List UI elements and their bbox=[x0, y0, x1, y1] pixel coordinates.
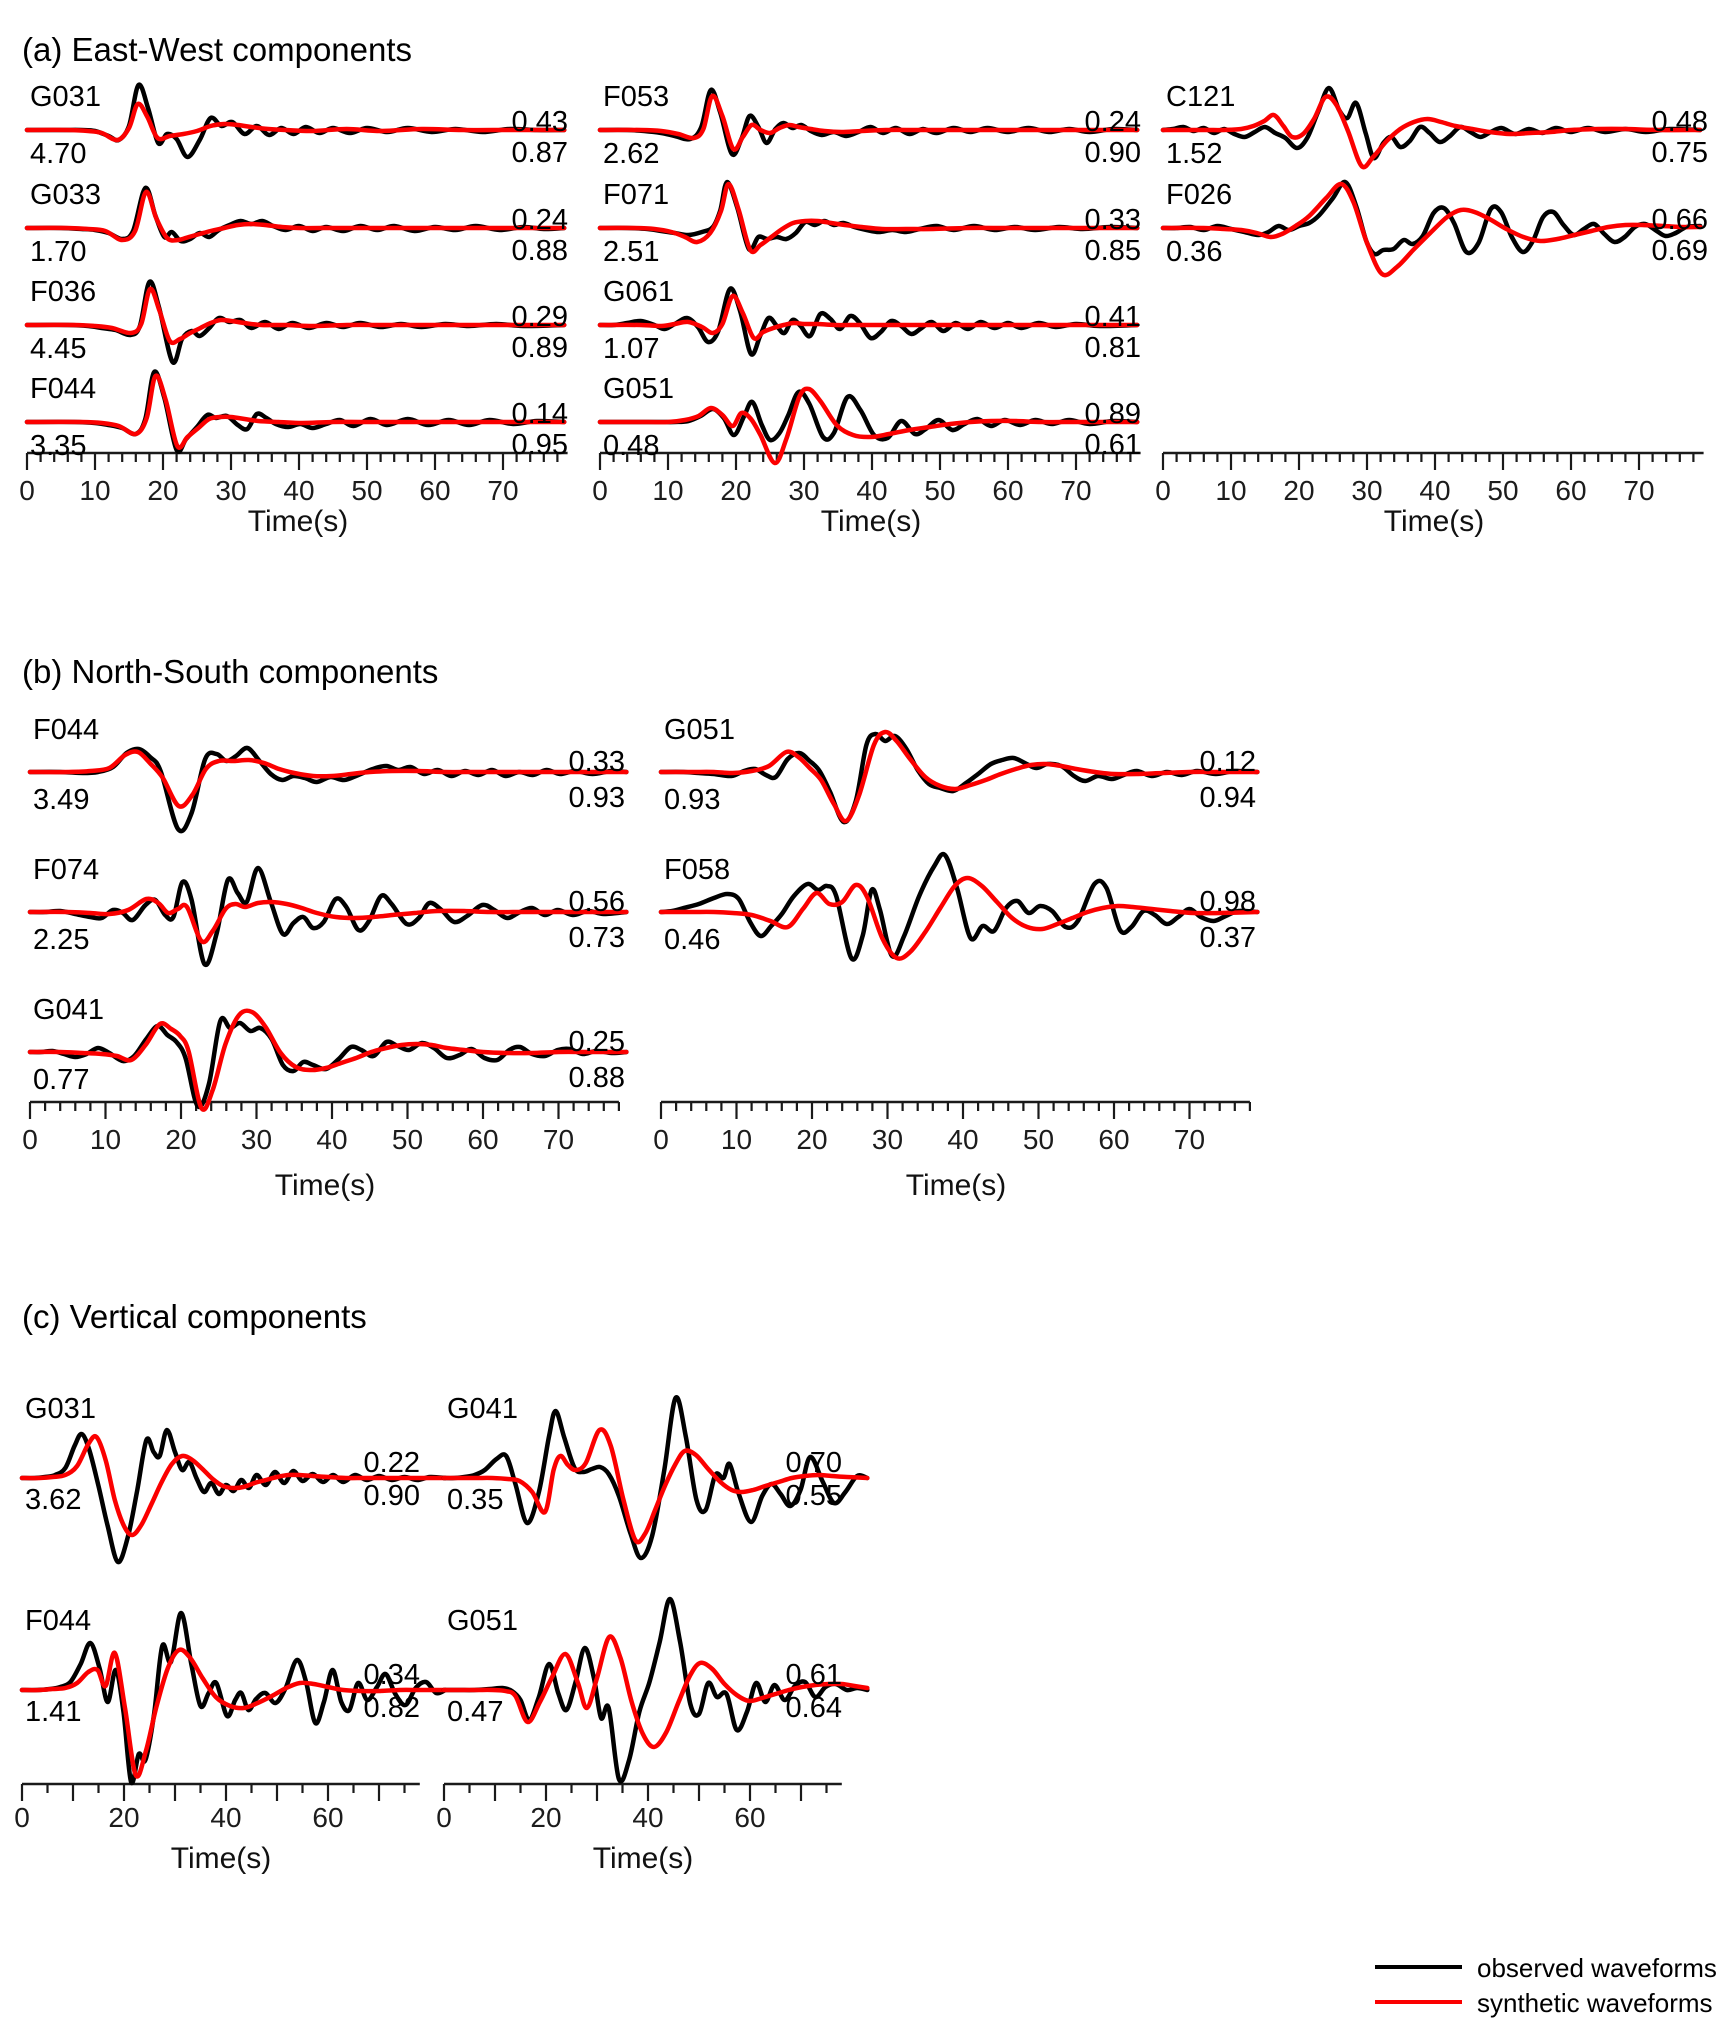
station-label: G031 bbox=[25, 1393, 96, 1425]
fit-upper-value: 0.12 bbox=[1199, 746, 1256, 778]
axis-tick-label: 50 bbox=[351, 475, 383, 506]
amplitude-value: 4.70 bbox=[30, 138, 87, 170]
axis-tick-label: 10 bbox=[79, 475, 111, 506]
station-label: F071 bbox=[603, 179, 670, 211]
fit-upper-value: 0.56 bbox=[568, 886, 625, 918]
axis-tick-label: 40 bbox=[947, 1124, 979, 1155]
axis-tick-label: 20 bbox=[165, 1124, 197, 1155]
legend-synthetic-swatch bbox=[1375, 2000, 1462, 2004]
fit-lower-value: 0.73 bbox=[568, 922, 625, 954]
axis-tick-label: 50 bbox=[1487, 475, 1519, 506]
fit-lower-value: 0.90 bbox=[363, 1480, 420, 1512]
axis-tick-label: 10 bbox=[1215, 475, 1247, 506]
axis-tick-label: 50 bbox=[1022, 1124, 1055, 1155]
station-label: F044 bbox=[33, 714, 100, 746]
amplitude-value: 0.46 bbox=[664, 924, 721, 956]
fit-lower-value: 0.82 bbox=[363, 1692, 420, 1724]
fit-lower-value: 0.95 bbox=[511, 429, 568, 461]
amplitude-value: 2.62 bbox=[603, 138, 660, 170]
fit-upper-value: 0.25 bbox=[568, 1026, 625, 1058]
axis-tick-label: 60 bbox=[734, 1802, 766, 1833]
amplitude-value: 0.35 bbox=[447, 1484, 504, 1516]
station-label: F074 bbox=[33, 854, 100, 886]
axis-tick-label: 60 bbox=[312, 1802, 344, 1833]
axis-tick-label: 50 bbox=[391, 1124, 424, 1155]
axis-tick-label: 40 bbox=[632, 1802, 664, 1833]
axis-tick-label: 40 bbox=[283, 475, 315, 506]
station-label: F058 bbox=[664, 854, 731, 886]
amplitude-value: 0.77 bbox=[33, 1064, 90, 1096]
station-label: G031 bbox=[30, 81, 101, 113]
axis-tick-label: 0 bbox=[14, 1802, 30, 1833]
fit-upper-value: 0.14 bbox=[511, 398, 568, 430]
axis-tick-label: 30 bbox=[871, 1124, 904, 1155]
fit-lower-value: 0.69 bbox=[1651, 235, 1708, 267]
fit-upper-value: 0.98 bbox=[1199, 886, 1256, 918]
axis-tick-label: 40 bbox=[316, 1124, 348, 1155]
amplitude-value: 2.25 bbox=[33, 924, 90, 956]
legend-observed-swatch bbox=[1375, 1965, 1462, 1969]
fit-upper-value: 0.22 bbox=[363, 1447, 420, 1479]
station-label: F044 bbox=[25, 1605, 92, 1637]
amplitude-value: 0.93 bbox=[664, 784, 721, 816]
fit-lower-value: 0.37 bbox=[1199, 922, 1256, 954]
fit-lower-value: 0.81 bbox=[1084, 332, 1141, 364]
panel-c-title: (c) Vertical components bbox=[22, 1298, 367, 1335]
axis-tick-label: 70 bbox=[1060, 475, 1092, 506]
station-label: F053 bbox=[603, 81, 670, 113]
fit-lower-value: 0.85 bbox=[1084, 235, 1141, 267]
station-label: G051 bbox=[664, 714, 735, 746]
legend-observed-label: observed waveforms bbox=[1477, 1953, 1717, 1983]
station-label: F026 bbox=[1166, 179, 1233, 211]
fit-lower-value: 0.87 bbox=[511, 137, 568, 169]
station-label: G061 bbox=[603, 276, 674, 308]
x-axis-label: Time(s) bbox=[592, 1842, 694, 1875]
axis-tick-label: 60 bbox=[467, 1124, 499, 1155]
fit-upper-value: 0.89 bbox=[1084, 398, 1141, 430]
axis-tick-label: 40 bbox=[1419, 475, 1451, 506]
fit-lower-value: 0.94 bbox=[1199, 782, 1256, 814]
amplitude-value: 0.48 bbox=[603, 430, 660, 462]
panel-a-title: (a) East-West components bbox=[22, 31, 413, 68]
axis-tick-label: 20 bbox=[720, 475, 752, 506]
axis-tick-label: 10 bbox=[652, 475, 684, 506]
fit-upper-value: 0.24 bbox=[1084, 106, 1141, 138]
amplitude-value: 3.35 bbox=[30, 430, 87, 462]
amplitude-value: 1.07 bbox=[603, 333, 660, 365]
fit-upper-value: 0.24 bbox=[511, 204, 568, 236]
fit-upper-value: 0.61 bbox=[785, 1659, 842, 1691]
fit-upper-value: 0.43 bbox=[511, 106, 568, 138]
panel-b-title: (b) North-South components bbox=[22, 653, 439, 690]
axis-tick-label: 70 bbox=[487, 475, 519, 506]
axis-tick-label: 60 bbox=[419, 475, 451, 506]
axis-ticks bbox=[22, 1784, 405, 1801]
amplitude-value: 1.70 bbox=[30, 236, 87, 268]
x-axis-label: Time(s) bbox=[274, 1169, 376, 1202]
amplitude-value: 2.51 bbox=[603, 236, 660, 268]
axis-tick-label: 60 bbox=[992, 475, 1024, 506]
axis-tick-label: 0 bbox=[1155, 475, 1171, 506]
fit-upper-value: 0.41 bbox=[1084, 301, 1141, 333]
fit-lower-value: 0.64 bbox=[785, 1692, 842, 1724]
amplitude-value: 0.47 bbox=[447, 1696, 504, 1728]
axis-tick-label: 20 bbox=[530, 1802, 562, 1833]
axis-tick-label: 70 bbox=[542, 1124, 575, 1155]
amplitude-value: 3.49 bbox=[33, 784, 90, 816]
axis-tick-label: 0 bbox=[436, 1802, 452, 1833]
fit-upper-value: 0.66 bbox=[1651, 204, 1708, 236]
axis-tick-label: 30 bbox=[215, 475, 247, 506]
station-label: G051 bbox=[603, 373, 674, 405]
fit-upper-value: 0.29 bbox=[511, 301, 568, 333]
station-label: C121 bbox=[1166, 81, 1236, 113]
axis-tick-label: 0 bbox=[19, 475, 35, 506]
x-axis-label: Time(s) bbox=[170, 1842, 272, 1875]
axis-tick-label: 70 bbox=[1623, 475, 1655, 506]
axis-tick-label: 30 bbox=[788, 475, 820, 506]
axis-tick-label: 20 bbox=[1283, 475, 1315, 506]
axis-tick-label: 50 bbox=[924, 475, 956, 506]
axis-tick-label: 10 bbox=[720, 1124, 753, 1155]
station-label: G041 bbox=[33, 994, 104, 1026]
axis-ticks bbox=[1163, 453, 1693, 470]
station-label: G051 bbox=[447, 1605, 518, 1637]
axis-tick-label: 70 bbox=[1173, 1124, 1206, 1155]
axis-tick-label: 0 bbox=[592, 475, 608, 506]
axis-tick-label: 20 bbox=[108, 1802, 140, 1833]
fit-upper-value: 0.34 bbox=[363, 1659, 420, 1691]
axis-tick-label: 0 bbox=[653, 1124, 669, 1155]
amplitude-value: 1.41 bbox=[25, 1696, 82, 1728]
legend-synthetic-label: synthetic waveforms bbox=[1477, 1988, 1713, 2018]
fit-lower-value: 0.89 bbox=[511, 332, 568, 364]
fit-lower-value: 0.93 bbox=[568, 782, 625, 814]
amplitude-value: 4.45 bbox=[30, 333, 87, 365]
axis-tick-label: 60 bbox=[1555, 475, 1587, 506]
axis-ticks bbox=[30, 1102, 619, 1119]
station-label: F036 bbox=[30, 276, 97, 308]
fit-upper-value: 0.33 bbox=[1084, 204, 1141, 236]
fit-upper-value: 0.33 bbox=[568, 746, 625, 778]
fit-lower-value: 0.90 bbox=[1084, 137, 1141, 169]
amplitude-value: 3.62 bbox=[25, 1484, 82, 1516]
fit-lower-value: 0.55 bbox=[785, 1480, 842, 1512]
x-axis-label: Time(s) bbox=[1383, 505, 1485, 538]
axis-tick-label: 30 bbox=[240, 1124, 273, 1155]
x-axis-label: Time(s) bbox=[905, 1169, 1007, 1202]
axis-ticks bbox=[661, 1102, 1250, 1119]
fit-lower-value: 0.88 bbox=[568, 1062, 625, 1094]
fit-lower-value: 0.75 bbox=[1651, 137, 1708, 169]
axis-tick-label: 60 bbox=[1098, 1124, 1130, 1155]
axis-tick-label: 20 bbox=[147, 475, 179, 506]
station-label: G041 bbox=[447, 1393, 518, 1425]
axis-tick-label: 40 bbox=[210, 1802, 242, 1833]
x-axis-label: Time(s) bbox=[820, 505, 922, 538]
axis-tick-label: 20 bbox=[796, 1124, 828, 1155]
amplitude-value: 1.52 bbox=[1166, 138, 1223, 170]
fit-lower-value: 0.88 bbox=[511, 235, 568, 267]
fit-upper-value: 0.70 bbox=[785, 1447, 842, 1479]
station-label: F044 bbox=[30, 373, 97, 405]
station-label: G033 bbox=[30, 179, 101, 211]
axis-tick-label: 0 bbox=[22, 1124, 38, 1155]
x-axis-label: Time(s) bbox=[247, 505, 349, 538]
axis-ticks bbox=[444, 1784, 827, 1801]
axis-tick-label: 30 bbox=[1351, 475, 1383, 506]
fit-upper-value: 0.48 bbox=[1651, 106, 1708, 138]
amplitude-value: 0.36 bbox=[1166, 236, 1223, 268]
axis-tick-label: 10 bbox=[89, 1124, 122, 1155]
fit-lower-value: 0.61 bbox=[1084, 429, 1141, 461]
axis-tick-label: 40 bbox=[856, 475, 888, 506]
